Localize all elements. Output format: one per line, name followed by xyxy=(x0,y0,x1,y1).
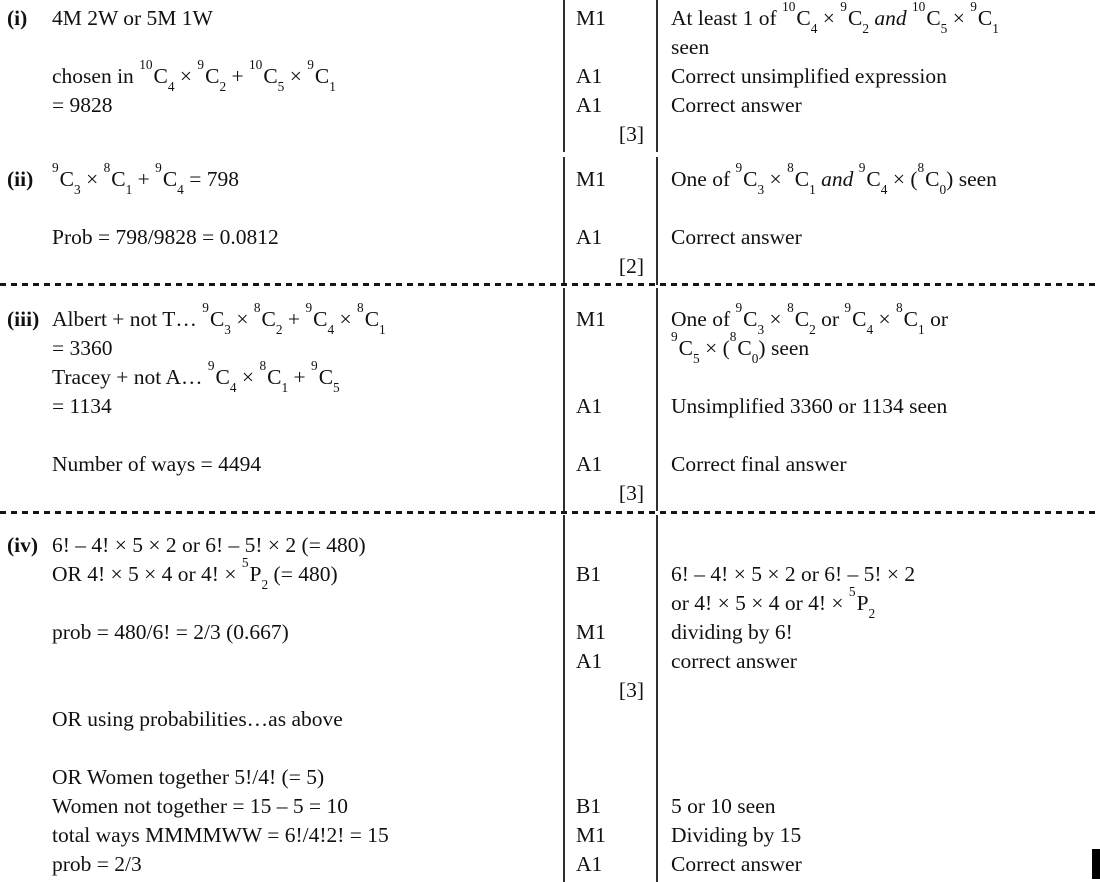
note-line xyxy=(658,194,1100,223)
marks-column xyxy=(563,515,658,882)
mark-label: A1 xyxy=(576,225,603,249)
mark-label xyxy=(565,421,656,450)
work-line: = 1134 xyxy=(52,394,112,418)
dashed-separator xyxy=(0,283,1100,286)
marks-total: [3] xyxy=(618,481,644,505)
note-line: Dividing by 15 xyxy=(671,823,802,847)
notes-column xyxy=(658,157,1100,285)
mark-scheme-row-ii xyxy=(0,157,1100,285)
note-line: seen xyxy=(671,35,710,59)
mark-label xyxy=(565,705,656,734)
work-line: total ways MMMMWW = 6!/4!2! = 15 xyxy=(52,823,389,847)
mark-label xyxy=(565,334,656,363)
work-line: Tracey + not A… $^9C_4 \times ^8C_1 + ^9C_5$ xyxy=(52,357,340,396)
work-line: $^9C_3 \times ^8C_1 + ^9C_4 = 798$ xyxy=(52,159,239,198)
work-line: Number of ways = 4494 xyxy=(52,452,262,476)
note-line: Correct unsimplified expression xyxy=(671,64,947,88)
mark-lines xyxy=(565,157,656,281)
note-lines xyxy=(658,288,1100,508)
text-cursor-artifact xyxy=(1092,849,1100,879)
notes-column xyxy=(658,288,1100,511)
mark-label xyxy=(565,734,656,763)
marks-total: [2] xyxy=(618,254,644,278)
work-line xyxy=(0,252,563,281)
mark-label: M1 xyxy=(576,620,606,644)
note-line: 5 or 10 seen xyxy=(671,794,776,818)
note-line xyxy=(658,763,1100,792)
mark-label: A1 xyxy=(576,649,603,673)
note-line xyxy=(658,705,1100,734)
mark-label xyxy=(565,531,656,560)
work-line: 6! – 4! × 5 × 2 or 6! – 5! × 2 (= 480) xyxy=(52,533,366,557)
work-line: OR Women together 5!/4! (= 5) xyxy=(52,765,325,789)
mark-label: M1 xyxy=(576,307,606,331)
part-label-ii: (ii) xyxy=(7,167,34,191)
mark-label: A1 xyxy=(576,852,603,876)
work-line: prob = 2/3 xyxy=(52,852,142,876)
mark-scheme-row-i xyxy=(0,0,1100,152)
mark-label: A1 xyxy=(576,394,603,418)
note-line xyxy=(658,734,1100,763)
mark-label: M1 xyxy=(576,6,606,30)
part-label-iv: (iv) xyxy=(7,533,39,557)
part-label-iii: (iii) xyxy=(7,307,40,331)
work-line: Women not together = 15 – 5 = 10 xyxy=(52,794,349,818)
work-line: = 9828 xyxy=(52,93,113,117)
working-column xyxy=(0,157,563,285)
note-line: correct answer xyxy=(671,649,797,673)
note-line xyxy=(658,421,1100,450)
note-lines xyxy=(658,515,1100,879)
mark-label: B1 xyxy=(576,562,602,586)
working-column xyxy=(0,288,563,511)
working-lines xyxy=(0,0,563,149)
note-line xyxy=(658,531,1100,560)
work-line xyxy=(0,647,563,676)
marks-total: [3] xyxy=(618,678,644,702)
work-line xyxy=(0,589,563,618)
mark-label xyxy=(565,363,656,392)
mark-label xyxy=(565,33,656,62)
work-line: prob = 480/6! = 2/3 (0.667) xyxy=(52,620,289,644)
working-lines xyxy=(0,515,563,879)
work-line xyxy=(0,194,563,223)
work-line: 4M 2W or 5M 1W xyxy=(52,6,213,30)
note-line xyxy=(658,120,1100,149)
work-line xyxy=(0,734,563,763)
notes-column xyxy=(658,515,1100,882)
mark-lines xyxy=(565,288,656,508)
note-line xyxy=(658,479,1100,508)
note-line: At least 1 of $^{10}C_4 \times ^9C_2$ and $^{10}C_5 \times ^9C_1$ xyxy=(671,0,999,37)
mark-label: A1 xyxy=(576,93,603,117)
note-line: Correct answer xyxy=(671,225,802,249)
work-line: OR using probabilities…as above xyxy=(52,707,343,731)
mark-scheme-row-iii xyxy=(0,288,1100,511)
note-line: One of $^9C_3 \times ^8C_1$ and $^9C_4 \times (^8C_0)$ seen xyxy=(671,159,997,198)
note-line: Unsimplified 3360 or 1134 seen xyxy=(671,394,948,418)
note-line: dividing by 6! xyxy=(671,620,793,644)
working-lines xyxy=(0,288,563,508)
mark-label: A1 xyxy=(576,452,603,476)
mark-label: B1 xyxy=(576,794,602,818)
marks-column xyxy=(563,0,658,152)
mark-label xyxy=(565,763,656,792)
dashed-separator xyxy=(0,511,1100,514)
work-line: Prob = 798/9828 = 0.0812 xyxy=(52,225,279,249)
part-label-i: (i) xyxy=(7,6,28,30)
note-line: Correct answer xyxy=(671,852,802,876)
work-line xyxy=(0,33,563,62)
note-line: or 4! × 5 × 4 or 4! × $^5P_2$ xyxy=(671,583,876,622)
mark-label xyxy=(565,194,656,223)
work-line xyxy=(0,676,563,705)
note-line: $^9C_5 \times (^8C_0)$ seen xyxy=(671,328,810,367)
marks-column xyxy=(563,288,658,511)
work-line xyxy=(0,120,563,149)
mark-scheme-row-iv xyxy=(0,515,1100,882)
mark-label: M1 xyxy=(576,167,606,191)
work-line: OR 4! × 5 × 4 or 4! × $^5P_2$ (= 480) xyxy=(52,554,338,593)
note-line: Correct final answer xyxy=(671,452,847,476)
note-line xyxy=(658,363,1100,392)
working-lines xyxy=(0,157,563,281)
note-lines xyxy=(658,157,1100,281)
notes-column xyxy=(658,0,1100,152)
mark-lines xyxy=(565,0,656,149)
work-line: = 3360 xyxy=(52,336,113,360)
note-line xyxy=(658,252,1100,281)
work-line: chosen in $^{10}C_4 \times ^9C_2 + ^{10}C_5 \times ^9C_1$ xyxy=(52,56,336,95)
mark-label xyxy=(565,589,656,618)
mark-label: M1 xyxy=(576,823,606,847)
marks-column xyxy=(563,157,658,285)
marks-total: [3] xyxy=(618,122,644,146)
note-line: 6! – 4! × 5 × 2 or 6! – 5! × 2 xyxy=(671,562,916,586)
note-line: Correct answer xyxy=(671,93,802,117)
working-column xyxy=(0,515,563,882)
note-lines xyxy=(658,0,1100,149)
note-line xyxy=(658,676,1100,705)
note-line: One of $^9C_3 \times ^8C_2$ or $^9C_4 \times ^8C_1$ or xyxy=(671,299,948,338)
work-line xyxy=(0,421,563,450)
mark-label: A1 xyxy=(576,64,603,88)
work-line xyxy=(0,479,563,508)
mark-lines xyxy=(565,515,656,879)
work-line: Albert + not T… $^9C_3 \times ^8C_2 + ^9C_4 \times ^8C_1$ xyxy=(52,299,386,338)
working-column xyxy=(0,0,563,152)
